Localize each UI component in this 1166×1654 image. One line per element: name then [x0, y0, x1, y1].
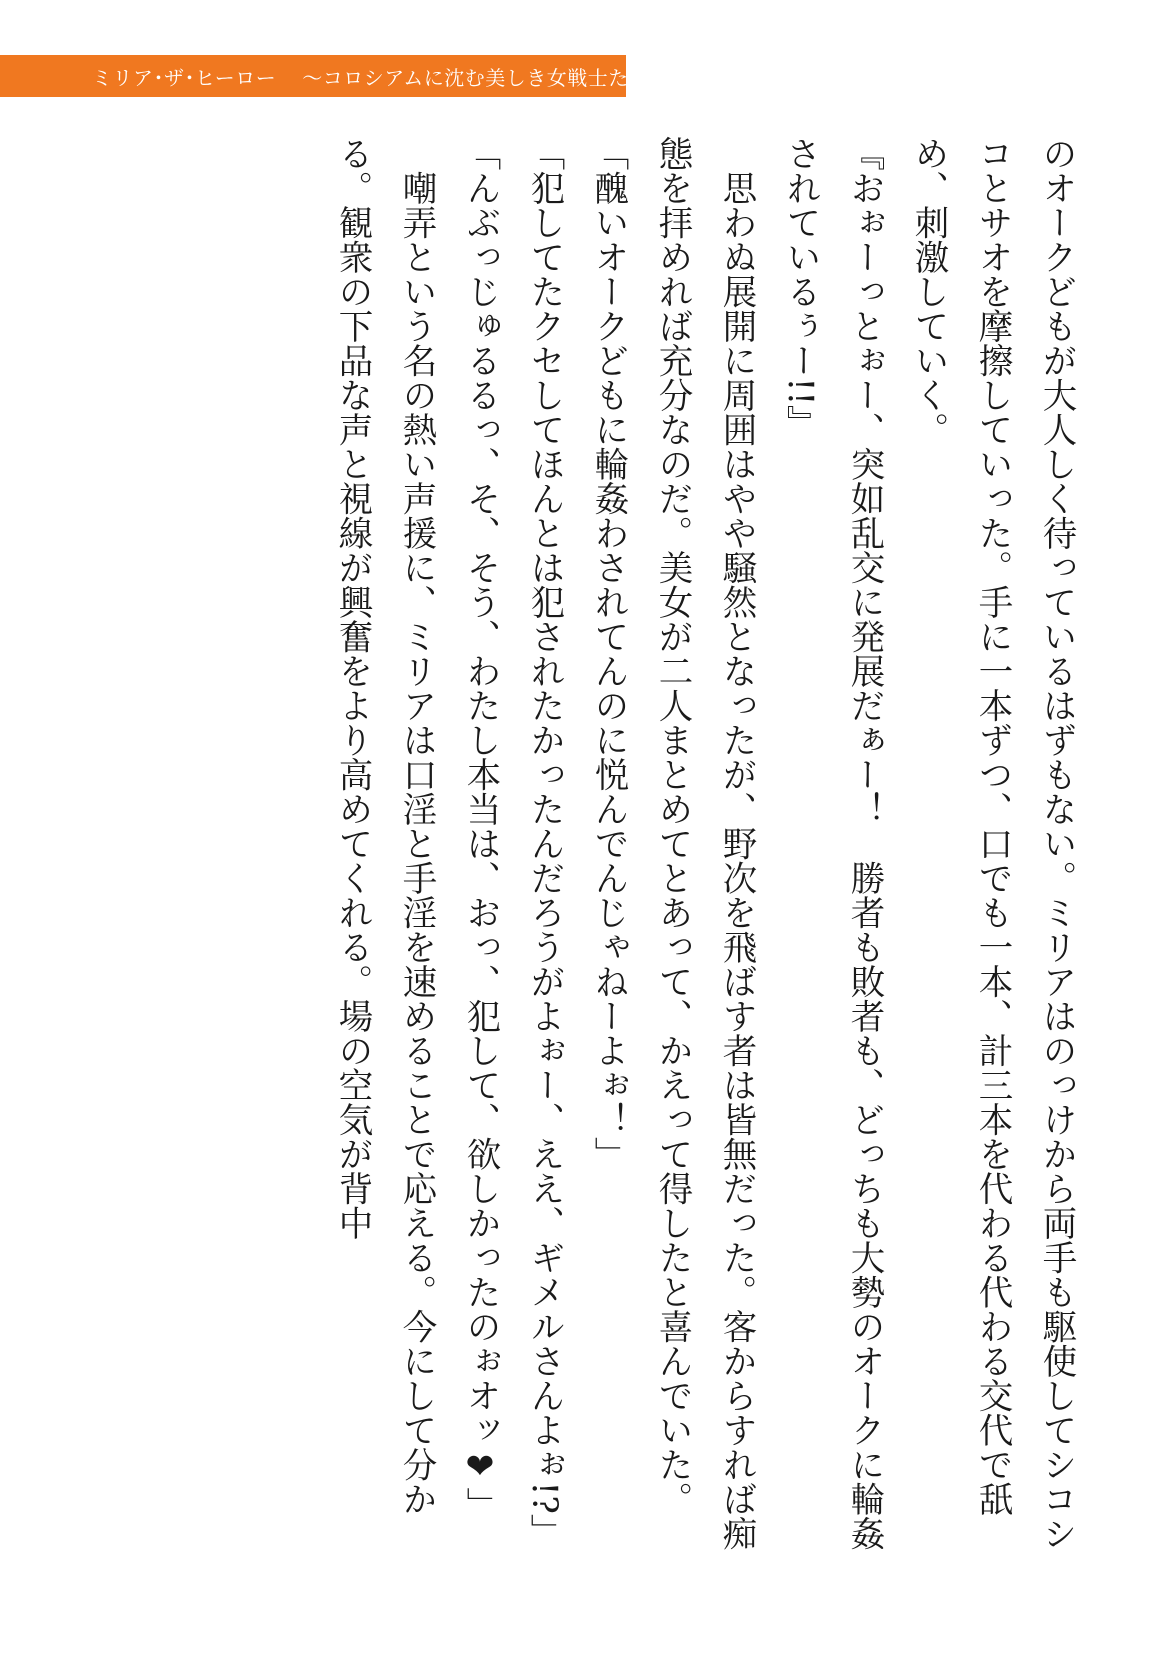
paragraph: 「醜いオークどもに輪姦わされてんのに悦んでんじゃねーよぉ！」: [588, 136, 628, 1171]
vertical-body-text: [78, 136, 1088, 1556]
paragraph: 思わぬ展開に周囲はやや騒然となったが、野次を飛ばす者は皆無だった。客からすれば痴態を拝めれば充分なのだ。美女が二人まとめてとあって、かえって得したと喜んでいた。: [652, 136, 756, 1551]
paragraph: 「犯してたクセしてほんとは犯されたかったんだろうがよぉー、ええ、ギメルさんよぉ!?」: [524, 136, 564, 1549]
running-header: [0, 55, 670, 97]
paragraph: 嘲弄という名の熱い声援に、ミリアは口淫と手淫を速めることで応える。今にして分かる。観衆の下品な声と視線が興奮をより高めてくれる。場の空気が背中: [332, 136, 436, 1516]
paragraph: 「んぶっじゅるるっ、そ、そう、わたし本当は、おっ、犯して、欲しかったのぉオッ❤」: [460, 136, 500, 1522]
book-subtitle: 〜コロシアムに沈む美しき女戦士たち〜: [302, 65, 670, 90]
paragraph: のオークどもが大人しく待っているはずもない。ミリアはのっけから両手も駆使してシコシコとサオを摩擦していった。手に一本ずつ、口でも一本、計三本を代わる代わる交代で舐め、刺激していく。: [908, 136, 1076, 1551]
paragraph: 『おぉーっとぉー、突如乱交に発展だぁー！ 勝者も敗者も、どっちも大勢のオークに輪姦されているぅー!!』: [780, 136, 884, 1551]
book-title: ミリア･ザ･ヒーロー: [92, 65, 277, 90]
